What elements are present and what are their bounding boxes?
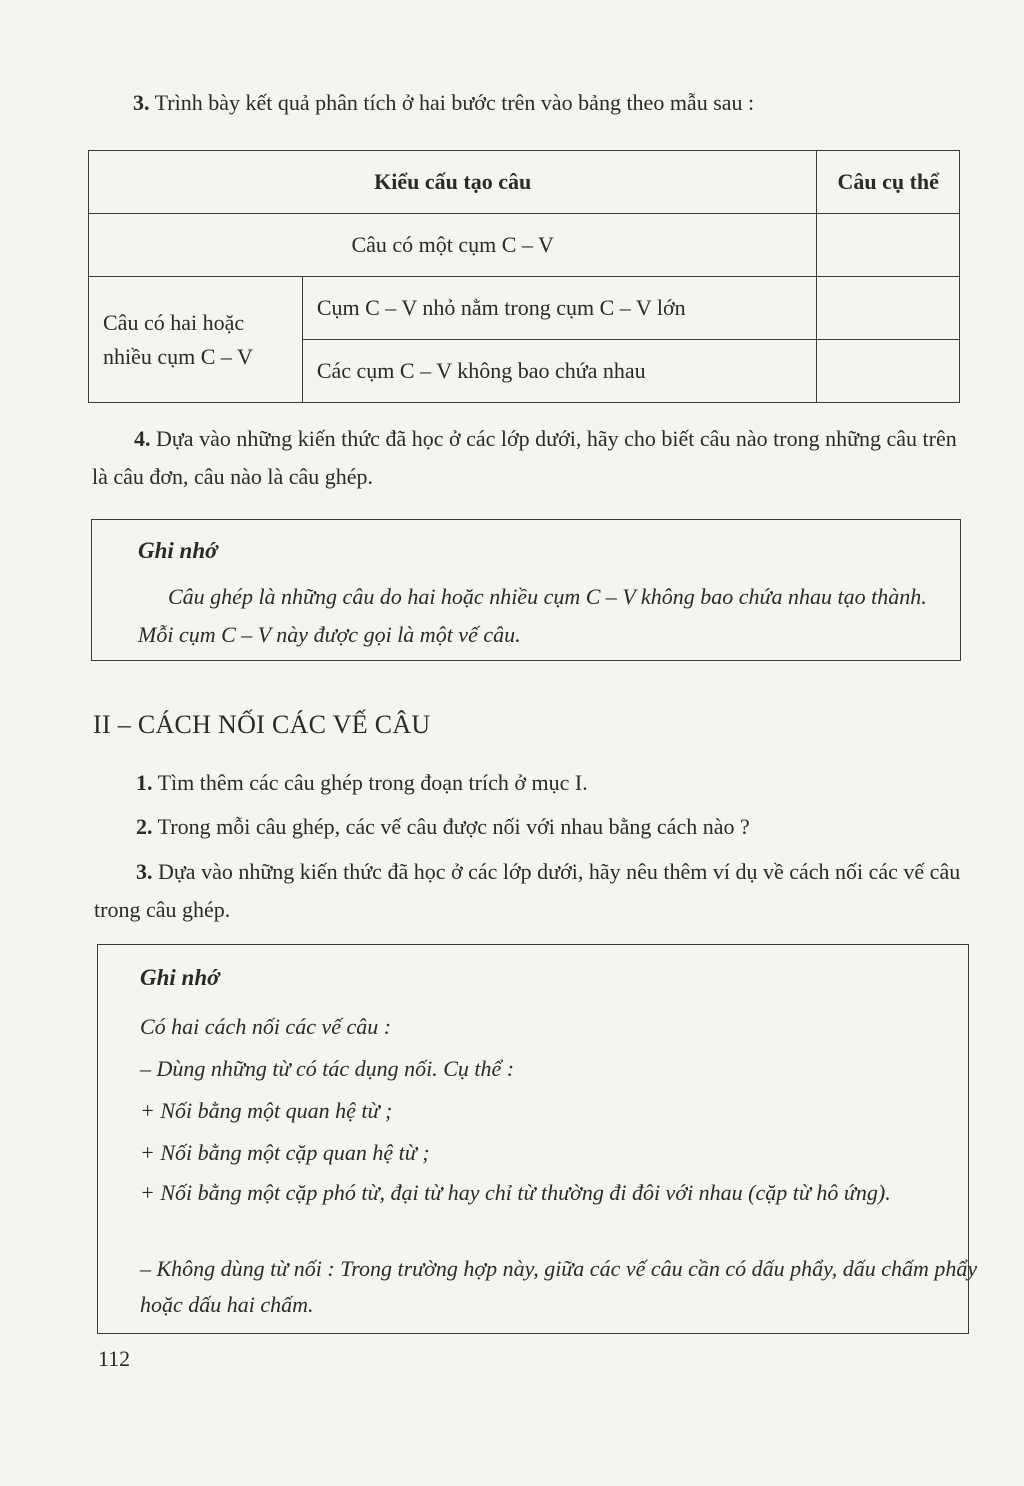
example-cell (817, 340, 960, 403)
section-2-heading: II – CÁCH NỐI CÁC VẾ CÂU (93, 710, 431, 739)
memo-box-2 (97, 944, 978, 1334)
question-4-number: 4. (134, 426, 151, 451)
question-4-text: Dựa vào những kiến thức đã học ở các lớp dưới, hãy cho biết câu nào trong những câu trên là câu đơn, câu nào là câu ghép. (92, 426, 957, 489)
memo-2-title: Ghi nhớ (140, 965, 220, 990)
memo-2-line: + Nối bằng một cặp quan hệ từ ; (140, 1140, 430, 1165)
section-2-question-1-text: Tìm thêm các câu ghép trong đoạn trích ở mục I. (157, 770, 588, 795)
memo-2-line: – Dùng những từ có tác dụng nối. Cụ thể : (140, 1056, 515, 1081)
memo-box-1 (91, 519, 961, 661)
question-3 (133, 84, 933, 122)
sentence-structure-table (88, 150, 960, 403)
memo-2-line: Có hai cách nối các vế câu : (140, 1014, 392, 1039)
question-3-text: Trình bày kết quả phân tích ở hai bước trên vào bảng theo mẫu sau : (154, 90, 755, 115)
memo-2-line: + Nối bằng một quan hệ từ ; (140, 1098, 393, 1123)
section-2-question-1-number: 1. (136, 770, 153, 795)
section-2-question-2 (136, 808, 956, 846)
section-2-question-2-text: Trong mỗi câu ghép, các vế câu được nối với nhau bằng cách nào ? (157, 814, 750, 839)
question-4 (92, 420, 962, 496)
row-group-label: Câu có hai hoặc nhiều cụm C – V (89, 277, 303, 403)
table-row (89, 277, 960, 340)
question-3-number: 3. (133, 90, 150, 115)
header-sentence-type: Kiểu cấu tạo câu (89, 151, 817, 214)
section-2-question-3-text: Dựa vào những kiến thức đã học ở các lớp dưới, hãy nêu thêm ví dụ về cách nối các vế câu trong câu ghép. (94, 859, 961, 922)
example-cell (817, 214, 960, 277)
section-2-question-1 (136, 764, 956, 802)
section-2-question-3-number: 3. (136, 859, 153, 884)
memo-2-line: + Nối bằng một cặp phó từ, đại từ hay chỉ từ thường đi đôi với nhau (cặp từ hô ứng). (140, 1180, 891, 1205)
example-cell (817, 277, 960, 340)
memo-1-text: Câu ghép là những câu do hai hoặc nhiều cụm C – V không bao chứa nhau tạo thành. Mỗi cụm C – V này được gọi là một vế câu. (138, 584, 927, 647)
table-row (89, 214, 960, 277)
section-2-question-3 (94, 853, 964, 929)
memo-1-title: Ghi nhớ (138, 538, 218, 563)
subrow-nested-clause: Cụm C – V nhỏ nằm trong cụm C – V lớn (302, 277, 817, 340)
page-number: 112 (98, 1346, 131, 1371)
memo-2-line: – Không dùng từ nối : Trong trường hợp này, giữa các vế câu cần có dấu phẩy, dấu chấm phẩy hoặc dấu hai chấm. (140, 1256, 978, 1317)
header-example: Câu cụ thể (817, 151, 960, 214)
section-2-question-2-number: 2. (136, 814, 153, 839)
row-single-clause: Câu có một cụm C – V (89, 214, 817, 277)
subrow-independent-clauses: Các cụm C – V không bao chứa nhau (302, 340, 817, 403)
table-header-row (89, 151, 960, 214)
